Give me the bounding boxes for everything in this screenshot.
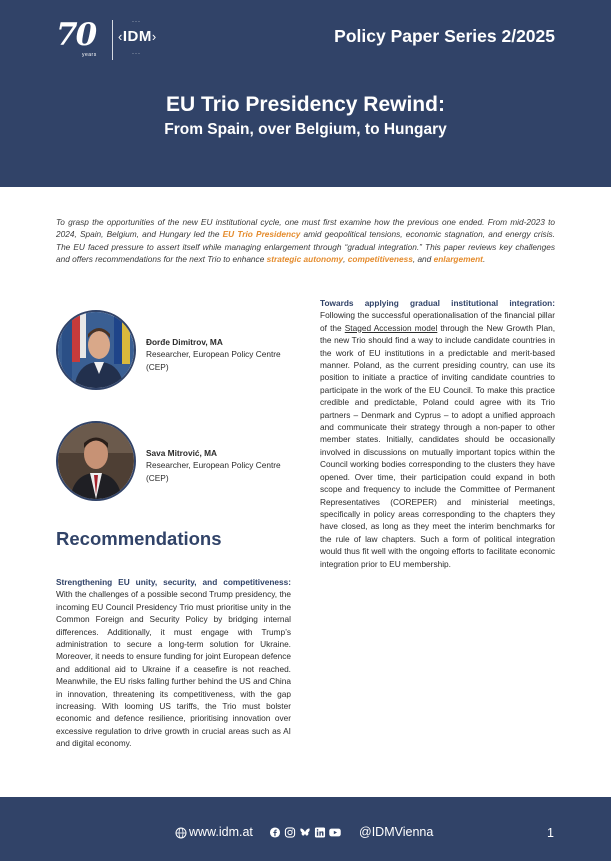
- author-info: [146, 336, 296, 373]
- linkedin-icon[interactable]: [314, 827, 326, 838]
- logo-dots-icon: ···: [132, 19, 141, 25]
- abstract-text-5: .: [482, 254, 486, 265]
- highlight-competitiveness: competitiveness: [347, 254, 413, 265]
- header-banner: [0, 0, 611, 187]
- recommendations-heading: Recommendations: [56, 528, 222, 549]
- author-card: [56, 310, 296, 394]
- logo-idm: ‹IDM›: [118, 28, 157, 45]
- social-icons: [269, 827, 341, 838]
- author-name: Sava Mitrović, MA: [146, 448, 218, 458]
- page-subtitle: From Spain, over Belgium, to Hungary: [164, 121, 447, 138]
- avatar: [56, 421, 136, 501]
- abstract-text-1: To grasp the opportunities of the new EU institutional cycle, one must first examine how the previous one ended. From mid-2023 to 2024, Spain, Belgium, and Hungary led the: [56, 217, 555, 240]
- abstract-text-4: , and: [412, 254, 434, 265]
- facebook-icon[interactable]: [269, 827, 281, 838]
- instagram-icon[interactable]: [284, 827, 296, 838]
- youtube-icon[interactable]: [329, 827, 341, 838]
- page-title: EU Trio Presidency Rewind:: [166, 93, 445, 116]
- highlight-strategic-autonomy: strategic autonomy: [266, 254, 344, 265]
- recommendation-integration: [320, 297, 555, 570]
- bluesky-icon[interactable]: [299, 827, 311, 838]
- logo-idm-text: IDM: [122, 28, 152, 45]
- series-label: Policy Paper Series 2/2025: [334, 26, 555, 46]
- staged-accession-link[interactable]: Staged Accession model: [344, 322, 438, 333]
- logo-divider: [112, 20, 113, 60]
- author-role: Researcher, European Policy Centre (CEP): [146, 349, 281, 372]
- recommendation-unity: [56, 576, 291, 750]
- page-number: 1: [547, 826, 554, 840]
- author-photo-2: [58, 423, 134, 499]
- logo-years: years: [82, 52, 97, 58]
- highlight-eu-trio-presidency: EU Trio Presidency: [222, 229, 301, 240]
- logo-70: 70: [56, 17, 96, 53]
- abstract-text-2: amid geopolitical tensions, economic stagnation, and energy crisis. The EU faced pressure to assert itself while managing enlargement through “gradual integration.” This paper reviews key challenges and offers recommendations for the next Trio to enhance: [56, 229, 555, 265]
- idm-70-years-logo: [56, 18, 166, 62]
- author-info: [146, 447, 296, 484]
- author-photo-1: [58, 312, 134, 388]
- author-card: [56, 421, 296, 505]
- recommendation-body-2: through the New Growth Plan, the new Trio should find a way to include candidate countries in the work of EU institutions in a predictable and merit-based manner. Poland, as the current presiding country, can use its position to initiate a practice of inviting candidate countries to participate in the work of the EU Council. To make this practice credible and predictable, Poland could agree with its Trio partners – Denmark and Cyprus – to adopt a unified approach and communicate their strategy through a non-paper to other member states. Initially, candidates should be occasionally involved in discussions on mutually important topics within the Council working bodies corresponding to the clusters they have opened. Over time, their participation could expand in both scope and frequency to include the Committee of Permanent Representatives (COREPER) and ministerial meetings, specifically in policy areas corresponding to the chapters they have closed, as long as they meet the interim benchmarks for the rule of law chapters. Such a form of political integration would thus fit well with the ongoing efforts to facilitate economic integration prior to EU membership.: [320, 322, 555, 569]
- social-handle[interactable]: @IDMVienna: [359, 825, 434, 839]
- author-role: Researcher, European Policy Centre (CEP): [146, 460, 281, 483]
- highlight-enlargement: enlargement: [433, 254, 483, 265]
- author-name: Đorđe Dimitrov, MA: [146, 337, 223, 347]
- recommendation-body-1: Following the successful operationalisation of the financial pillar of the: [320, 310, 555, 333]
- globe-icon: [175, 827, 187, 839]
- abstract: [56, 216, 555, 266]
- abstract-text-3: ,: [343, 254, 348, 265]
- avatar: [56, 310, 136, 390]
- website-link[interactable]: www.idm.at: [189, 825, 253, 839]
- recommendation-lead: Strengthening EU unity, security, and competitiveness:: [56, 577, 291, 587]
- recommendation-lead: Towards applying gradual institutional integration:: [320, 298, 555, 308]
- footer: [0, 797, 611, 861]
- recommendation-body: With the challenges of a possible second Trump presidency, the incoming EU Council Presidency Trio must prioritise unity in the Common Foreign and Security Policy by bridging internal differences. Additionally, it must engage with Trump’s administration to secure a long-term solution for Ukraine. Moreover, it needs to ensure funding for joint European defence and additional aid to Ukraine if a ceasefire is not reached. Meanwhile, the EU risks falling further behind the US and China in innovation, threatening its competitiveness, with the gap increasing. With looming US tariffs, the Trio must bolster economic and defence resilience, prioritising innovation over excessive regulation to drive growth in crucial areas such as AI and digital economy.: [56, 589, 291, 749]
- logo-dots-bottom-icon: ···: [132, 51, 141, 57]
